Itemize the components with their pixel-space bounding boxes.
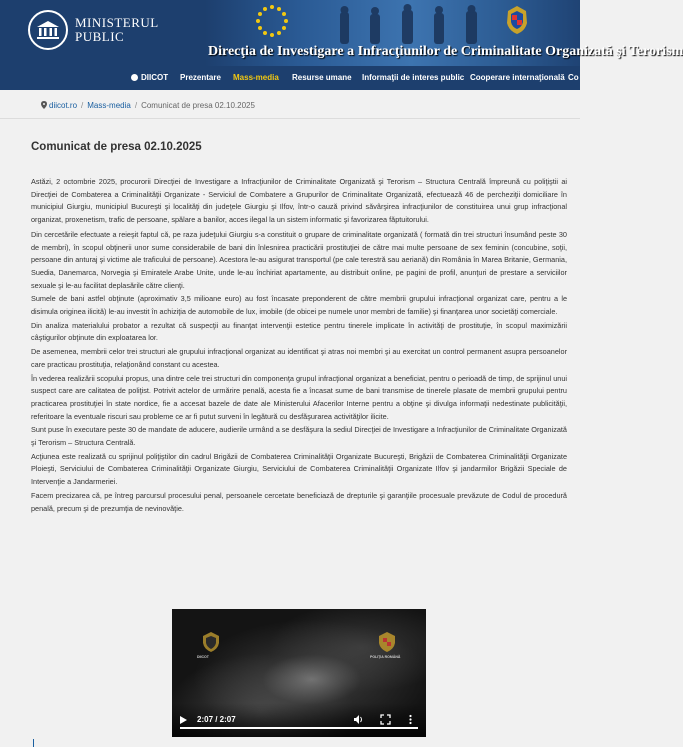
article-paragraph: Astăzi, 2 octombrie 2025, procurorii Direcţiei de Investigare a Infracţiunilor de Criminalitate Organizată şi Terorism – Structura Centrală împreună cu poliţiştii ai Direcţiei de Combaterea a Criminalităţii Organizate - Serviciul de Combatere a Grupurilor de Criminalitate Organizată, efectuează 46 de percheziţii domiciliare în municipiul Giurgiu, municipiul Bucureşti şi localităţi din judeţele Giurgiu şi Ilfov, într-o cauză privind săvârşirea infracţiunilor de constituirea unui grup infracţional organizat, proxenetism, trafic de persoane, spălare a banilor, acces ilegal la un sistem informatic şi favorizarea făptuitorului. (31, 177, 567, 225)
nav-item-diicot[interactable] (131, 73, 168, 82)
logo-text (75, 16, 159, 44)
video-progress-bar[interactable] (180, 727, 418, 729)
breadcrumb-section-link[interactable]: Mass-media (87, 101, 131, 110)
ministerul-public-logo[interactable] (28, 10, 159, 50)
video-logo-right-text: POLIŢIA ROMÂNĂ (370, 655, 401, 659)
nav-item-prezentare[interactable]: Prezentare (180, 73, 221, 82)
nav-item-informatii-interes-public[interactable]: Informaţii de interes public (362, 73, 465, 82)
temple-icon (28, 10, 68, 50)
nav-label-diicot: DIICOT (141, 73, 169, 82)
map-pin-icon (41, 101, 47, 109)
logo-line1: MINISTERUL (75, 15, 159, 30)
video-logo-left-text: DIICOT (197, 655, 209, 659)
video-progress-fill (180, 727, 418, 729)
article-paragraph: Facem precizarea că, pe întreg parcursul procesului penal, persoanele cercetate beneficiază de drepturile şi garanţiile procesuale prevăzute de Codul de procedură penală, precum şi de prezumţia de nevinovăţie. (31, 490, 567, 513)
logo-line2: PUBLIC (75, 29, 125, 44)
nav-item-cooperare-internationala[interactable]: Cooperare internaţională (470, 73, 565, 82)
video-time: 2:07 / 2:07 (197, 715, 236, 724)
article-paragraph: Sunt puse în executare peste 30 de mandate de aducere, audierile urmând a se desfăşura la sediul Direcţiei de Investigare a Infracţiunilor de Criminalitate Organizată şi Terorism – Structura Centrală. (31, 425, 567, 448)
play-icon[interactable] (180, 716, 187, 724)
eu-stars-icon (255, 4, 289, 38)
text-cursor (33, 739, 34, 747)
diicot-logo-icon (200, 631, 222, 653)
breadcrumb-current: Comunicat de presa 02.10.2025 (141, 101, 255, 110)
officers-silhouette-image (330, 4, 505, 44)
article-body (31, 176, 567, 515)
divider (0, 118, 580, 119)
article-paragraph: De asemenea, membrii celor trei structuri ale grupului infracţional organizat au identificat şi atras noi membri şi au exercitat un control permanent asupra persoanelor care practicau prostituţia, relaţionând constant cu acestea. (31, 347, 567, 369)
politia-romana-logo-icon (376, 631, 398, 653)
romania-coat-of-arms-icon (504, 5, 530, 35)
volume-icon[interactable] (353, 714, 364, 725)
main-nav (0, 66, 580, 90)
article-paragraph: În vederea realizării scopului propus, una dintre cele trei structuri din componenţa grupul infracţional organizat a beneficiat, pentru o perioadă de timp, de sprijinul unui suspect care are calitatea de poliţist. Potrivit actelor de urmărire penală, acesta fie a încasat sume de bani transmise de tinerele plasate de membrii grupului pentru practicarea prostituţiei în state nordice, fie a accesat bazele de date ale Ministerului Afacerilor Interne pentru a obţine şi divulga informaţii nedestinate publicităţii, referitoare la eventuale riscuri sau probleme ce ar fi putut surveni în legătură cu desfăşurarea activităţilor ilicite. (31, 373, 567, 421)
article-paragraph: Din cercetările efectuate a reieşit faptul că, pe raza judeţului Giurgiu s-a constituit o grupare de criminalitate organizată ( formată din trei structuri însumând peste 30 de membri), în scopul obţinerii unor sume considerabile de bani din înlesnirea practicării prostituţiei de către mai multe persoane de sex feminin (concubine, soţii, persoane din anturaj şi victime ale traficului de persoane). Acestora le-au asigurat transportul (pe cale terestră sau aeriană) din România în Marea Britanie, Germania, Suedia, Danemarca, Norvegia şi Emiratele Arabe Unite, unde le-au închiriat apartamente, au distribuit online, pe pagini de profil, anunţuri de prestare a serviciilor sexuale şi le-au facilitat deplasările către clienţi. (31, 229, 567, 290)
nav-item-overflow[interactable]: Co (568, 73, 579, 82)
more-options-icon[interactable] (405, 714, 416, 725)
nav-item-resurse-umane[interactable]: Resurse umane (292, 73, 352, 82)
video-player[interactable] (172, 609, 426, 737)
header-title: Direcţia de Investigare a Infracţiunilor de Criminalitate Organizată şi Terorism (208, 44, 683, 59)
breadcrumb (41, 101, 255, 110)
breadcrumb-home-link[interactable]: diicot.ro (49, 101, 78, 110)
article-paragraph: Sumele de bani astfel obţinute (aproximativ 3,5 milioane euro) au fost încasate preponderent de către membrii grupului infracţional organizat care, pentru a le disimula originea ilicită) le-au investit în achiziţia de automobile de lux, imobile (de obicei pe numele unor membri de familie) şi finanţarea unor societăţi comerciale. (31, 294, 567, 317)
article-paragraph: Din analiza materialului probator a rezultat că suspecţii au finanţat intervenţii estetice pentru tinerele implicate în activităţi de prostituţie, în scopul maximizării câştigurilor obţinute din exploatarea lor. (31, 320, 567, 343)
home-icon (131, 74, 138, 81)
article-paragraph: Acţiunea este realizată cu sprijinul poliţiştilor din cadrul Brigăzii de Combaterea Criminalităţii Organizate Bucureşti, Brigăzii de Combaterea Criminalităţii Organizate Ploieşti, Serviciului de Combaterea Criminalităţii Organizate Giurgiu, Serviciului de Combaterea Criminalităţii Organizate Ilfov şi jandarmilor Brigăzii Speciale de Intervenţie a Jandarmeriei. (31, 451, 567, 487)
video-controls (172, 703, 426, 737)
nav-item-mass-media[interactable]: Mass-media (233, 73, 279, 82)
breadcrumb-separator: / (134, 101, 138, 110)
breadcrumb-separator: / (81, 101, 84, 110)
site-header (0, 0, 683, 66)
page-title: Comunicat de presa 02.10.2025 (31, 141, 202, 153)
fullscreen-icon[interactable] (380, 714, 391, 725)
